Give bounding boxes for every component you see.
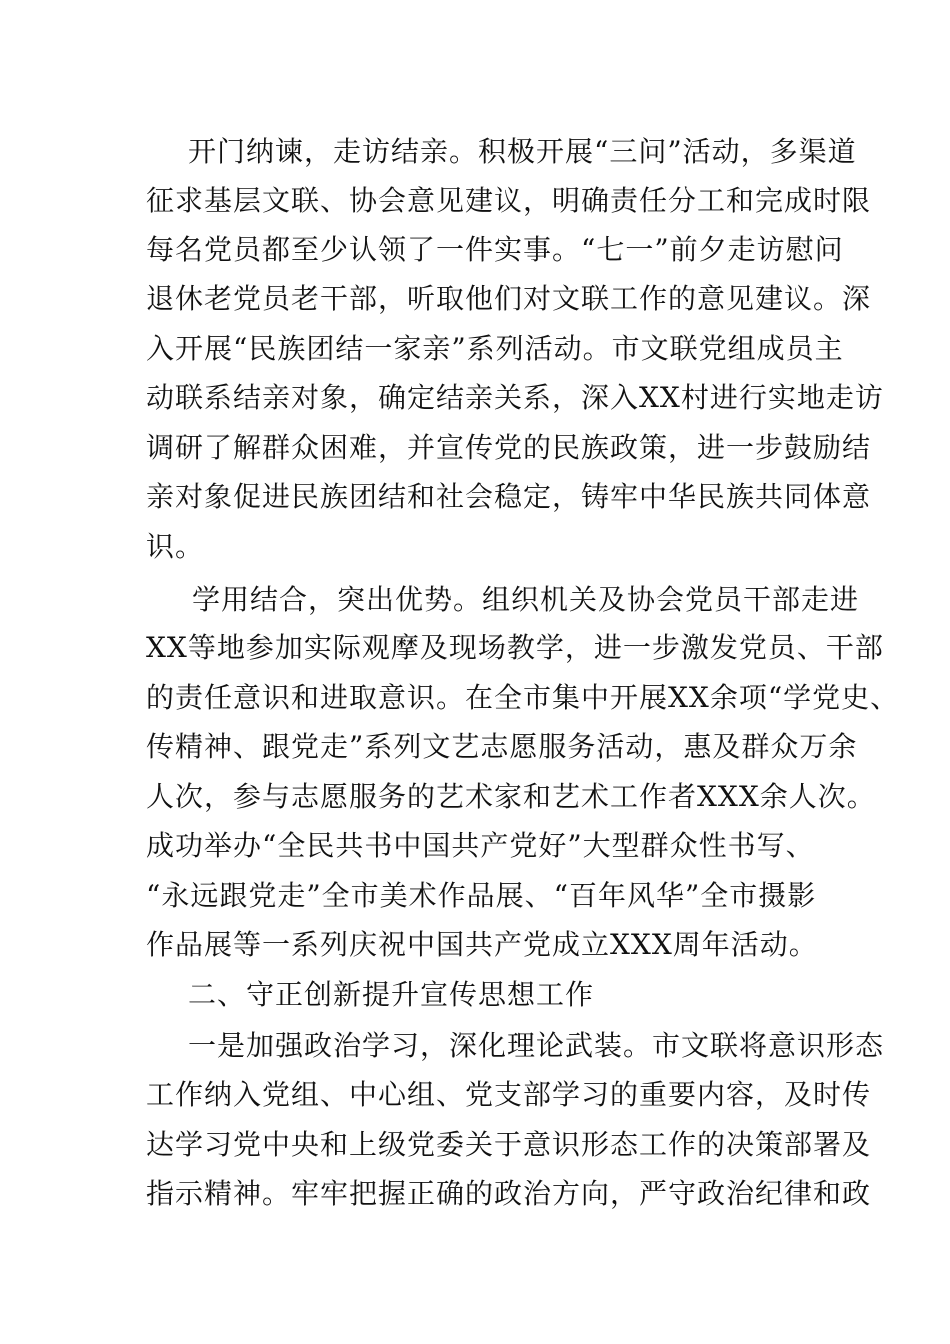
- paragraph-line: 的责任意识和进取意识。在全市集中开展XX余项“学党史、: [146, 681, 900, 714]
- paragraph-line: 指示精神。牢牢把握正确的政治方向，严守政治纪律和政: [146, 1177, 872, 1210]
- paragraph-line: 达学习党中央和上级党委关于意识形态工作的决策部署及: [146, 1128, 872, 1161]
- paragraph-line: 亲对象促进民族团结和社会稳定，铸牢中华民族共同体意: [146, 480, 872, 513]
- paragraph-line: 一是加强政治学习，深化理论武装。市文联将意识形态: [188, 1029, 885, 1062]
- paragraph-line: 开门纳谏，走访结亲。积极开展“三问”活动，多渠道: [188, 135, 857, 168]
- paragraph-line: 识。: [146, 530, 205, 563]
- paragraph-line: 成功举办“全民共书中国共产党好”大型群众性书写、: [146, 829, 815, 862]
- paragraph-line: 调研了解群众困难，并宣传党的民族政策，进一步鼓励结: [146, 431, 872, 464]
- paragraph-line: 作品展等一系列庆祝中国共产党成立XXX周年活动。: [146, 928, 818, 961]
- section-heading: 二、守正创新提升宣传思想工作: [188, 978, 595, 1011]
- paragraph-line: 动联系结亲对象，确定结亲关系，深入XX村进行实地走访: [146, 381, 884, 414]
- paragraph-line: 入开展“民族团结一家亲”系列活动。市文联党组成员主: [146, 332, 844, 365]
- paragraph-line: 征求基层文联、协会意见建议，明确责任分工和完成时限: [146, 184, 872, 217]
- paragraph-line: 学用结合，突出优势。组织机关及协会党员干部走进: [192, 583, 860, 616]
- paragraph-line: XX等地参加实际观摩及现场教学，进一步激发党员、干部: [146, 631, 884, 664]
- paragraph-line: 传精神、跟党走”系列文艺志愿服务活动，惠及群众万余: [146, 730, 858, 763]
- paragraph-line: “永远跟党走”全市美术作品展、“百年风华”全市摄影: [146, 879, 817, 912]
- paragraph-line: 人次，参与志愿服务的艺术家和艺术工作者XXX余人次。: [146, 780, 876, 813]
- paragraph-line: 每名党员都至少认领了一件实事。“七一”前夕走访慰问: [146, 233, 844, 266]
- paragraph-line: 工作纳入党组、中心组、党支部学习的重要内容，及时传: [146, 1078, 872, 1111]
- paragraph-line: 退休老党员老干部，听取他们对文联工作的意见建议。深: [146, 282, 872, 315]
